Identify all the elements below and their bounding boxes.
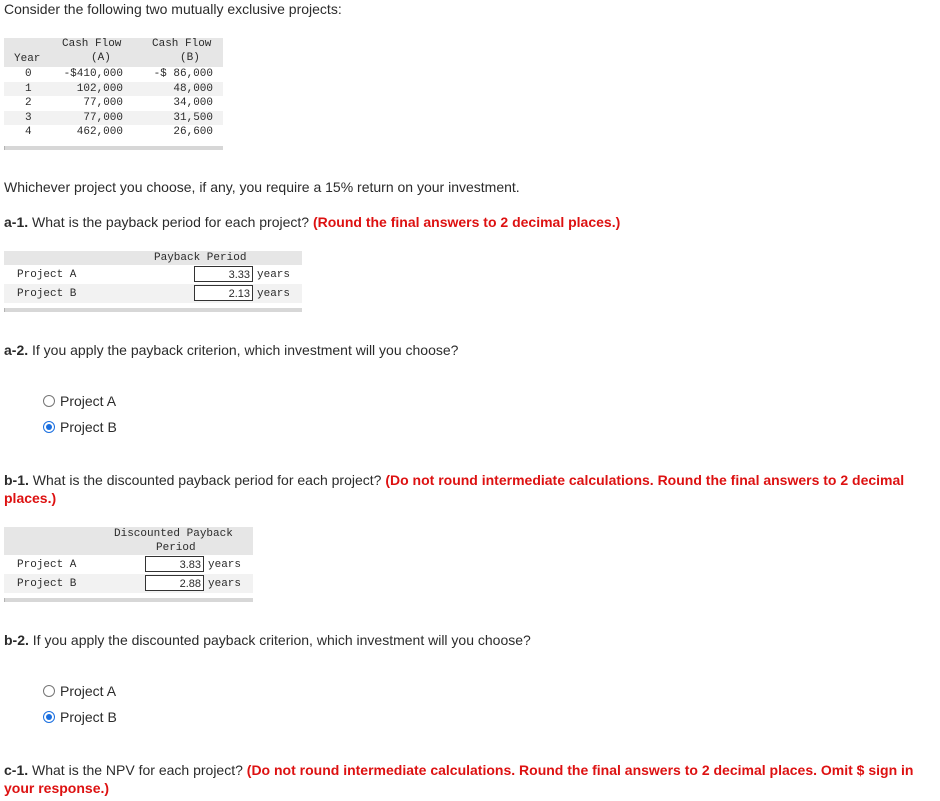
discounted-payback-project-a-input[interactable]: 3.83 [145,556,204,572]
cash-flow-b-cell: 26,600 [173,126,213,138]
radio-icon[interactable] [43,685,55,697]
cash-flow-a-cell: 462,000 [76,126,123,138]
years-unit: years [208,578,242,590]
years-unit: years [208,559,242,571]
question-c1-instruction: (Do not round intermediate calculations. Round the final answers to 2 decimal places. Omit $ sign in your response.) [4,762,914,796]
year-cell: 3 [25,111,32,124]
question-a1-label: a-1. [4,214,29,230]
cash-flow-a-cell: -$410,000 [63,68,123,80]
cash-flow-a-cell: 102,000 [76,82,123,95]
question-a2 [4,341,458,359]
question-a1-text: What is the payback period for each project? [28,214,313,230]
a2-option-project-a[interactable] [43,393,116,409]
b2-option-label: Project A [60,683,117,699]
required-return-text: Whichever project you choose, if any, you require a 15% return on your investment. [4,179,520,195]
table-row [4,555,253,574]
project-b-label: Project B [17,288,77,300]
year-cell: 0 [25,68,32,80]
year-cell: 2 [25,97,32,109]
table-row [4,82,223,97]
project-b-label: Project B [17,578,77,590]
payback-period-table [4,251,302,312]
cash-flow-a-header-line1: Cash Flow [62,38,122,50]
question-c1 [4,761,936,797]
year-cell: 1 [25,82,32,95]
question-b2 [4,631,531,649]
payback-period-header-row [4,251,302,265]
discounted-payback-header-row [4,527,253,555]
a2-option-label: Project A [60,393,117,409]
question-a1 [4,213,934,231]
question-b1-instruction: (Do not round intermediate calculations. Round the final answers to 2 decimal places.) [4,472,905,506]
table-row [4,96,223,111]
cash-flow-a-header-line2: (A) [91,52,111,64]
table-row [4,111,223,126]
a2-option-label: Project B [60,419,117,435]
table-row [4,284,302,303]
table-scrollbar[interactable] [4,598,253,602]
discounted-payback-header-line1: Discounted Payback [114,528,233,540]
question-a2-text: If you apply the payback criterion, which investment will you choose? [28,342,459,358]
question-c1-text: What is the NPV for each project? [28,762,247,778]
question-b2-label: b-2. [4,632,29,648]
table-row [4,265,302,284]
payback-project-b-input[interactable]: 2.13 [194,285,253,301]
question-b1-text: What is the discounted payback period for each project? [28,472,386,488]
year-cell: 4 [25,126,32,138]
radio-icon[interactable] [43,395,55,407]
question-b1 [4,471,934,507]
year-column-header: Year [14,53,41,65]
b2-option-project-a[interactable] [43,683,116,699]
question-a1-instruction: (Round the final answers to 2 decimal places.) [312,214,621,230]
radio-selected-icon[interactable] [43,711,55,723]
cash-flow-b-header-line1: Cash Flow [152,38,212,50]
cash-flow-b-cell: 34,000 [173,97,213,109]
project-a-label: Project A [17,559,77,571]
cash-flow-table-header [4,38,223,67]
cash-flow-b-cell: 31,500 [173,111,213,124]
table-scrollbar[interactable] [4,146,223,150]
a2-option-project-b[interactable] [43,419,117,435]
discounted-payback-project-b-input[interactable]: 2.88 [145,575,204,591]
cash-flow-b-cell: -$ 86,000 [153,68,213,80]
intro-text: Consider the following two mutually exclusive projects: [4,1,342,17]
payback-period-header: Payback Period [154,252,247,264]
table-row [4,67,223,82]
table-row [4,574,253,593]
payback-project-a-input[interactable]: 3.33 [194,266,253,282]
table-row [4,125,223,140]
question-a2-label: a-2. [4,342,29,358]
discounted-payback-table [4,527,253,602]
question-b2-text: If you apply the discounted payback criterion, which investment will you choose? [28,632,531,648]
radio-selected-icon[interactable] [43,421,55,433]
cash-flow-a-cell: 77,000 [83,97,123,109]
b2-option-label: Project B [60,709,117,725]
question-b1-label: b-1. [4,472,29,488]
cash-flow-table [4,38,223,150]
question-c1-label: c-1. [4,762,29,778]
years-unit: years [257,269,291,281]
table-scrollbar[interactable] [4,308,302,312]
cash-flow-a-cell: 77,000 [83,111,123,124]
project-a-label: Project A [17,269,77,281]
years-unit: years [257,288,291,300]
cash-flow-b-header-line2: (B) [180,52,200,64]
b2-option-project-b[interactable] [43,709,117,725]
discounted-payback-header-line2: Period [156,542,196,554]
cash-flow-b-cell: 48,000 [173,82,213,95]
